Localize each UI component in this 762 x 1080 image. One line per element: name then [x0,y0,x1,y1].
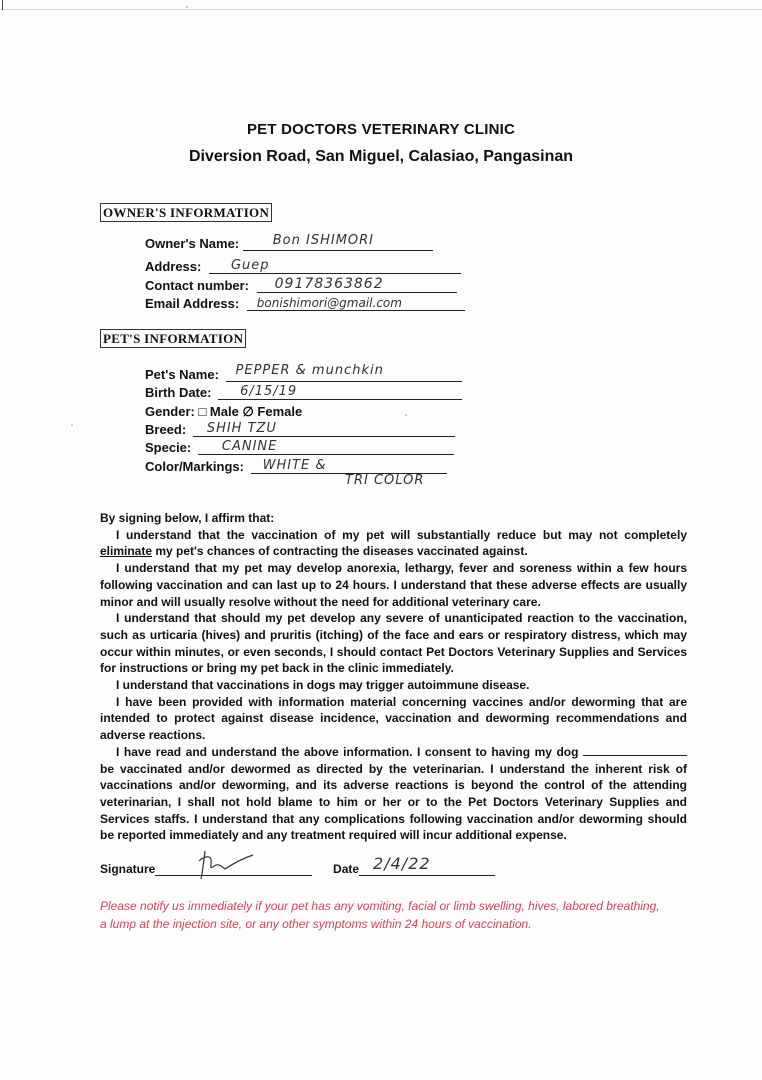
gender-female-checkbox[interactable]: ∅ [242,404,254,419]
date-input[interactable] [359,854,495,876]
owner-contact-field [145,278,457,293]
consent-paragraph-1: I understand that the vaccination of my pet will substantially reduce but may not completely eliminate my pet's chances of contracting the diseases vaccinated against. [100,527,687,559]
clinic-header [0,121,762,166]
dog-name-blank[interactable] [583,744,687,756]
owner-name-input[interactable] [243,233,433,251]
pet-specie-input[interactable] [198,440,454,455]
owner-address-field [145,259,461,274]
pet-gender-field [145,404,302,420]
date-value: 2/4/22 [373,854,431,873]
scan-edge-line [0,9,762,10]
date-label: Date [333,862,360,876]
pet-specie-field [145,440,454,455]
pet-section-title: PET'S INFORMATION [100,329,246,348]
owner-name-label: Owner's Name: [145,236,240,251]
owner-contact-value: 09178363862 [274,276,384,292]
consent-text [100,510,687,844]
pet-color-label: Color/Markings: [145,459,244,474]
pet-breed-label: Breed: [145,422,187,437]
pet-breed-value: SHIH TZU [206,421,277,436]
pet-color-input[interactable] [251,459,447,474]
scan-speck [71,424,73,426]
pet-birth-field [145,385,462,400]
scan-speck [405,414,407,416]
owner-section-title: OWNER'S INFORMATION [100,203,272,222]
clinic-name: PET DOCTORS VETERINARY CLINIC [246,121,516,138]
owner-address-label: Address: [145,259,202,274]
pet-color-value: WHITE & [262,458,327,473]
consent-paragraph-3: I understand that should my pet develop any severe of unanticipated reaction to the vaccination, such as urticaria (hives) and pruritis (itching) of the face and ears or respiratory distress, which may occur within minutes, or even seconds, I should contact Pet Doctors Veterinary Supplies and Services for instructions or bring my pet back in the clinic immediately. [100,611,687,676]
consent-paragraph-4: I understand that vaccinations in dogs may trigger autoimmune disease. [116,678,530,693]
signature-label: Signature [100,862,156,876]
pet-birth-value: 6/15/19 [240,384,298,399]
consent-paragraph-2: I understand that my pet may develop anorexia, lethargy, fever and soreness within a few hours following vaccination and can last up to 24 hours. I understand that these adverse effects are usually minor and will usually resolve without the need for additional veterinary care. [100,561,687,609]
owner-email-field [145,296,465,311]
pet-name-label: Pet's Name: [145,367,219,382]
signature-row [100,854,495,876]
pet-specie-value: CANINE [221,439,278,454]
owner-address-value: Guep [230,258,270,273]
owner-name-value: Bon ISHIMORI [272,233,375,248]
clinic-address: Diversion Road, San Miguel, Calasiao, Pangasinan [188,148,574,165]
pet-color-field [145,459,447,474]
scan-edge-mark [2,0,3,10]
owner-name-field [145,233,433,251]
gender-female-label: Female [257,404,303,419]
pet-name-input[interactable] [226,363,462,382]
symptoms-notice: Please notify us immediately if your pet has any vomiting, facial or limb swelling, hives, labored breathing, a lump at the injection site, or any other symptoms within 24 hours of vaccination. [100,899,660,931]
consent-paragraph-5: I have been provided with information material concerning vaccines and/or deworming that are intended to protect against disease incidence, vaccination and deworming recommendations and adverse reactions. [100,694,687,743]
gender-male-option[interactable]: Gender: □ Male [145,404,239,419]
pet-name-field [145,363,462,382]
pet-breed-input[interactable] [193,422,455,437]
consent-paragraph-6: I have read and understand the above information. I consent to having my dog be vaccinated and/or dewormed as directed by the veterinarian. I understand the inherent risk of vaccinations and/or deworming, and its adverse reactions is beyond the control of the attending veterinarian, I shall not hold blame to him or her or to the Pet Doctors Veterinary Supplies and Services staffs. I understand that any complications following vaccination and/or deworming should be reported immediately and any treatment required will incur additional expense. [100,744,687,843]
scan-speck [186,6,188,8]
owner-email-input[interactable] [247,296,465,311]
pet-birth-label: Birth Date: [145,385,212,400]
pet-birth-input[interactable] [218,385,462,400]
owner-email-label: Email Address: [145,296,240,311]
owner-address-input[interactable] [209,259,461,274]
signature-input[interactable] [155,862,312,876]
owner-contact-input[interactable] [257,278,457,293]
pet-specie-label: Specie: [145,440,192,455]
consent-intro: By signing below, I affirm that: [100,511,275,525]
signature-scribble [195,847,275,881]
pet-color-value-2: TRI COLOR [345,473,425,488]
owner-email-value: bonishimori@gmail.com [256,296,402,310]
pet-breed-field [145,422,455,437]
owner-contact-label: Contact number: [145,278,249,293]
pet-name-value: PEPPER & munchkin [235,363,384,378]
